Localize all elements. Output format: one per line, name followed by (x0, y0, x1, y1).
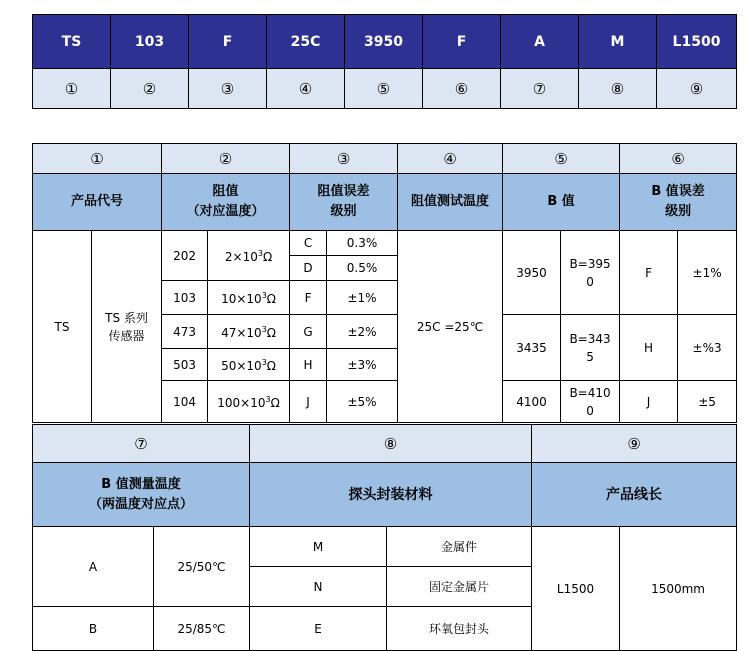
b-value-line2: 0 (586, 403, 594, 418)
b-code: 3950 (503, 231, 561, 315)
header-line-length: 产品线长 (532, 463, 737, 527)
res-unit: Ω (262, 250, 273, 264)
tol-code: D (290, 256, 327, 281)
index-2: ② (162, 144, 290, 174)
code-length: L1500 (657, 15, 737, 69)
btol-code: F (620, 231, 678, 315)
header-resistance-line1: 阻值 (212, 184, 239, 199)
code-b-tolerance: F (423, 15, 501, 69)
res-value (208, 315, 290, 349)
index-8: ⑧ (250, 425, 532, 463)
header-b-value: B 值 (503, 174, 620, 231)
code-table (32, 14, 737, 109)
tol-value: 0.5% (327, 256, 398, 281)
res-value (208, 231, 290, 281)
index-3: ③ (290, 144, 398, 174)
btemp-value: 25/85℃ (154, 607, 250, 651)
code-resistance: 103 (111, 15, 189, 69)
res-code: 104 (162, 381, 208, 423)
btol-value: ±%3 (678, 315, 737, 381)
btol-code: J (620, 381, 678, 423)
code-b-value: 3950 (345, 15, 423, 69)
spec-table (32, 143, 737, 423)
tol-value: 0.3% (327, 231, 398, 256)
b-value (561, 315, 620, 381)
btol-value: ±5 (678, 381, 737, 423)
ts-description (92, 231, 162, 423)
res-code: 503 (162, 349, 208, 381)
btol-code: H (620, 315, 678, 381)
b-value-line1: B=410 (569, 385, 611, 400)
index-6: ⑥ (423, 69, 501, 109)
b-value (561, 381, 620, 423)
code-material: M (579, 15, 657, 69)
header-product-code: 产品代号 (33, 174, 162, 231)
ts-desc-line2: 传感器 (108, 328, 145, 343)
header-resistance-tolerance (290, 174, 398, 231)
header-resistance-line2: （对应温度） (186, 204, 265, 219)
code-ts: TS (33, 15, 111, 69)
btemp-value: 25/50℃ (154, 527, 250, 607)
btol-value: ±1% (678, 231, 737, 315)
header-resistance (162, 174, 290, 231)
tol-code: J (290, 381, 327, 423)
material-name: 固定金属片 (387, 567, 532, 607)
res-mult: 2×10 (224, 250, 258, 264)
header-tol-line1: 阻值误差 (317, 184, 370, 199)
material-code: M (250, 527, 387, 567)
tol-code: H (290, 349, 327, 381)
index-2: ② (111, 69, 189, 109)
header-btemp-line2: （两温度对应点） (89, 496, 194, 512)
res-value (208, 281, 290, 315)
material-code: N (250, 567, 387, 607)
btemp-code: A (33, 527, 154, 607)
header-tol-line2: 级别 (330, 204, 357, 219)
b-value-line1: B=395 (569, 256, 611, 271)
header-b-measure-temp (33, 463, 250, 527)
material-name: 金属件 (387, 527, 532, 567)
res-mult: 10×10 (221, 292, 262, 306)
tol-value: ±5% (327, 381, 398, 423)
index-8: ⑧ (579, 69, 657, 109)
res-value (208, 381, 290, 423)
res-exp: 3 (261, 325, 267, 334)
res-code: 473 (162, 315, 208, 349)
tol-code: G (290, 315, 327, 349)
length-code: L1500 (532, 527, 620, 651)
index-4: ④ (267, 69, 345, 109)
length-value: 1500mm (620, 527, 737, 651)
index-1: ① (33, 144, 162, 174)
tol-value: ±2% (327, 315, 398, 349)
tol-code: F (290, 281, 327, 315)
index-9: ⑨ (532, 425, 737, 463)
res-value (208, 349, 290, 381)
index-7: ⑦ (501, 69, 579, 109)
ts-desc-line1: TS 系列 (105, 310, 148, 325)
res-unit: Ω (270, 396, 280, 410)
index-6: ⑥ (620, 144, 737, 174)
code-test-temp: 25C (267, 15, 345, 69)
b-value-line1: B=343 (569, 331, 611, 346)
b-code: 4100 (503, 381, 561, 423)
btemp-code: B (33, 607, 154, 651)
b-value-line2: 0 (586, 274, 594, 289)
res-exp: 3 (265, 395, 271, 404)
code-tolerance: F (189, 15, 267, 69)
header-b-tolerance (620, 174, 737, 231)
res-exp: 3 (261, 358, 267, 367)
bottom-table (32, 424, 737, 651)
ts-code: TS (33, 231, 92, 423)
res-mult: 50×10 (221, 359, 262, 373)
tol-value: ±1% (327, 281, 398, 315)
material-name: 环氧包封头 (387, 607, 532, 651)
index-5: ⑤ (503, 144, 620, 174)
material-code: E (250, 607, 387, 651)
code-b-temp: A (501, 15, 579, 69)
index-3: ③ (189, 69, 267, 109)
index-1: ① (33, 69, 111, 109)
header-btemp-line1: B 值测量温度 (101, 476, 181, 492)
index-5: ⑤ (345, 69, 423, 109)
res-exp: 3 (261, 291, 267, 300)
tol-value: ±3% (327, 349, 398, 381)
index-7: ⑦ (33, 425, 250, 463)
index-4: ④ (398, 144, 503, 174)
res-code: 103 (162, 281, 208, 315)
header-test-temp: 阻值测试温度 (398, 174, 503, 231)
header-btol-line1: B 值误差 (651, 184, 705, 199)
header-probe-material: 探头封装材料 (250, 463, 532, 527)
res-mult: 100×10 (217, 396, 266, 410)
res-unit: Ω (266, 292, 276, 306)
b-value-line2: 5 (586, 349, 594, 364)
header-btol-line2: 级别 (665, 204, 692, 219)
test-temp-value: 25C =25℃ (398, 231, 503, 423)
res-unit: Ω (266, 359, 276, 373)
b-code: 3435 (503, 315, 561, 381)
res-unit: Ω (266, 326, 276, 340)
res-code: 202 (162, 231, 208, 281)
tol-code: C (290, 231, 327, 256)
index-9: ⑨ (657, 69, 737, 109)
res-mult: 47×10 (221, 326, 262, 340)
res-exp: 3 (257, 249, 263, 258)
b-value (561, 231, 620, 315)
